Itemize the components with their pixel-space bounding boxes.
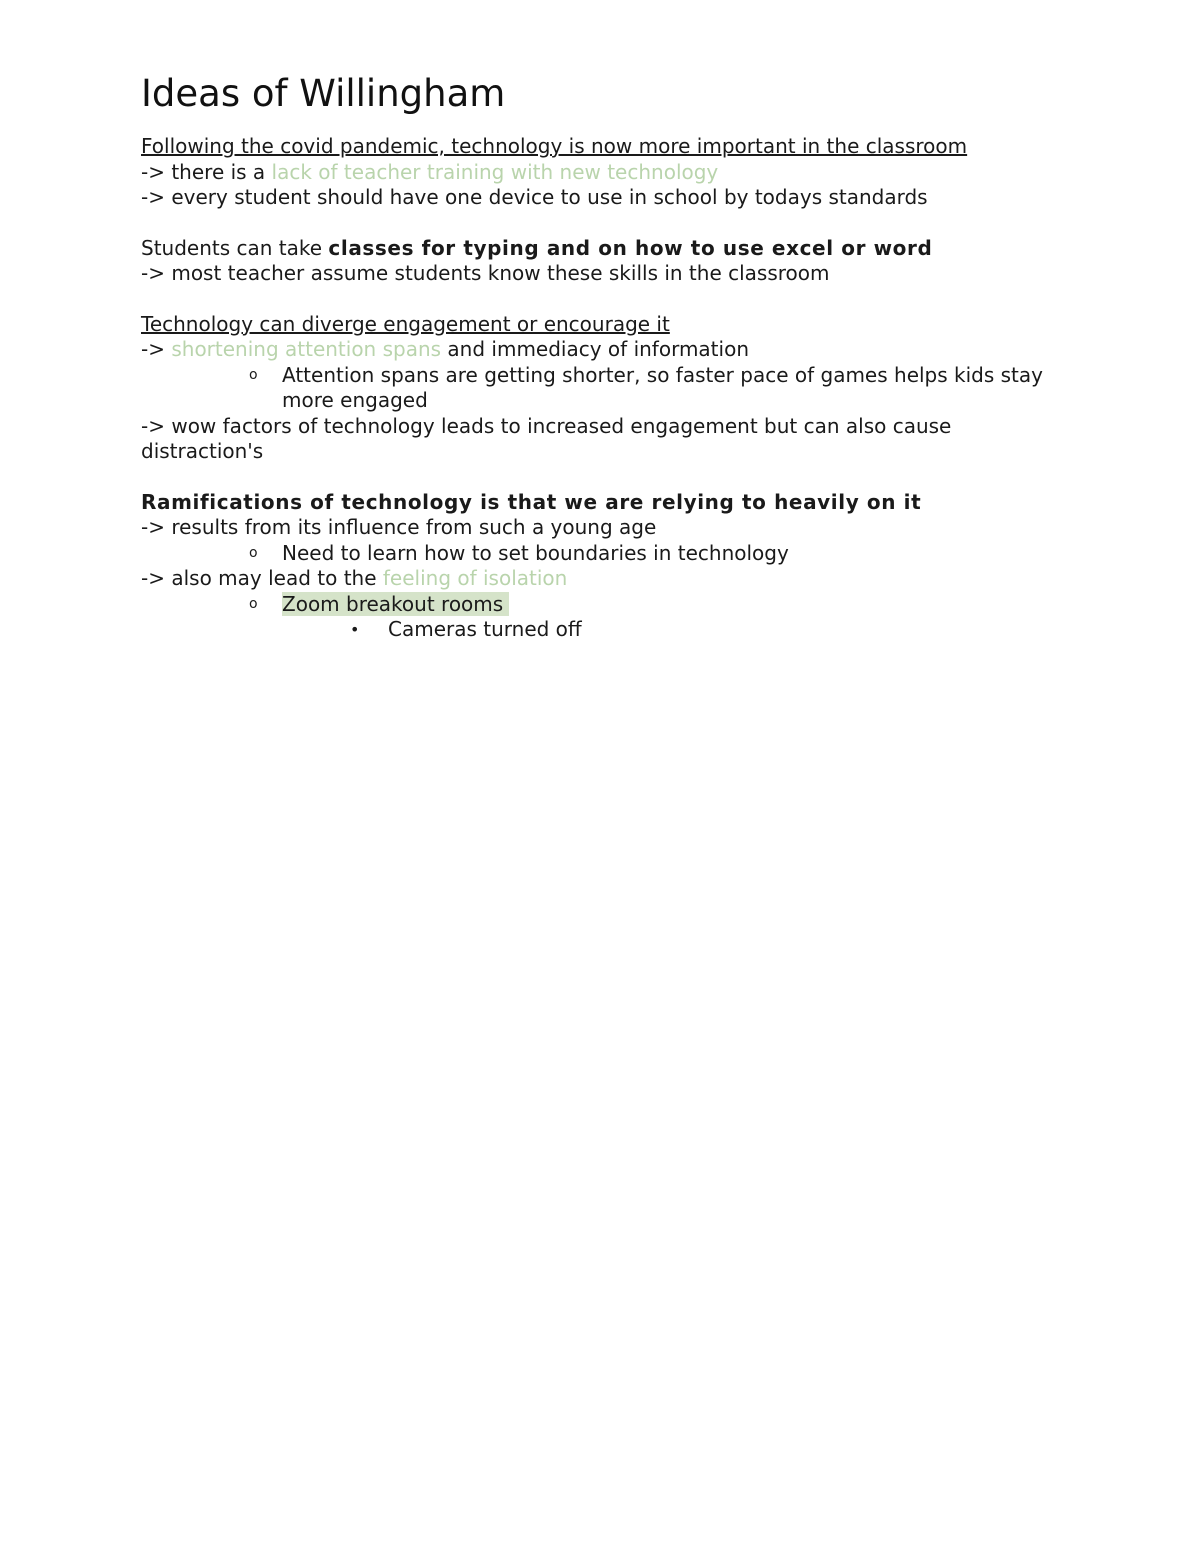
section4-bullet1: [141, 541, 1061, 567]
section2-heading-bold: classes for typing and on how to use excel or word: [328, 235, 933, 260]
section3-bullet1: [141, 363, 1061, 414]
section1-line1: [141, 160, 1061, 186]
section4-line2: [141, 566, 1061, 592]
filled-bullet-icon: •: [350, 620, 360, 639]
section2-heading-prefix: Students can take: [141, 235, 329, 260]
circle-bullet-icon: o: [249, 544, 258, 561]
section4-bullet2-highlighted-text: Zoom breakout rooms: [282, 592, 509, 616]
section4-bullet1-text: Need to learn how to set boundaries in technology: [282, 540, 789, 565]
section4-line2-green: feeling of isolation: [382, 566, 568, 590]
section4-sub-bullet: [141, 617, 1061, 643]
section1-line1-prefix: -> there is a: [141, 159, 272, 184]
section2-line1: -> most teacher assume students know these skills in the classroom: [141, 261, 830, 285]
section3-heading: Technology can diverge engagement or encourage it: [141, 311, 670, 336]
section1-line1-green: lack of teacher training with new technology: [271, 159, 719, 184]
section4-sub-bullet-text: Cameras turned off: [388, 617, 582, 641]
section4-bullet2: [141, 592, 1061, 618]
spacer: [141, 287, 1061, 312]
section4-line1: -> results from its influence from such a young age: [141, 515, 657, 539]
section3-line1-suffix: and immediacy of information: [441, 337, 749, 361]
section4-line2-prefix: -> also may lead to the: [141, 566, 383, 590]
spacer: [141, 465, 1061, 490]
section3-line2: -> wow factors of technology leads to increased engagement but can also cause distraction's: [141, 413, 952, 463]
section4-heading: Ramifications of technology is that we are relying to heavily on it: [141, 489, 922, 514]
section3-line1-prefix: ->: [141, 337, 172, 361]
document-body: [141, 70, 1061, 643]
section1-heading: Following the covid pandemic, technology is now more important in the classroom: [141, 134, 968, 158]
page-title: Ideas of Willingham: [141, 72, 506, 115]
circle-bullet-icon: o: [249, 595, 258, 612]
section3-line1: [141, 337, 1061, 363]
section3-bullet1-text: Attention spans are getting shorter, so faster pace of games helps kids stay more engaged: [282, 362, 1043, 412]
spacer: [141, 211, 1061, 236]
section2-heading: [141, 236, 1061, 262]
circle-bullet-icon: o: [249, 366, 258, 383]
section3-line1-green: shortening attention spans: [171, 337, 442, 361]
section1-line2: -> every student should have one device to use in school by todays standards: [141, 185, 928, 209]
